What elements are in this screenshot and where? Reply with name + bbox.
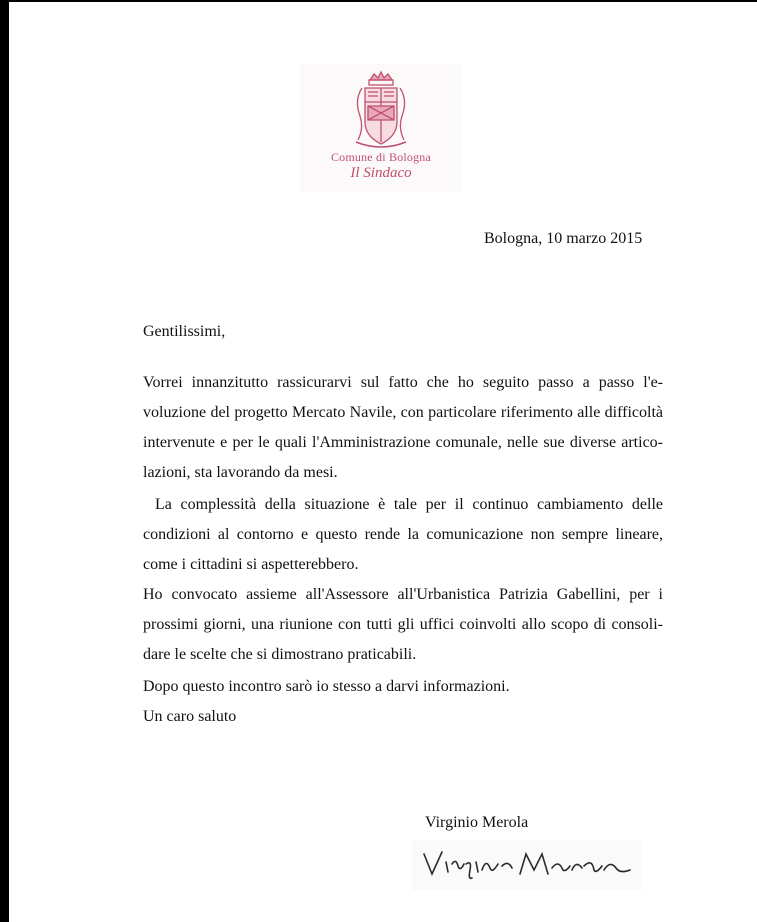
page-border-left bbox=[0, 0, 9, 922]
closing-line-2: Un caro saluto bbox=[143, 708, 237, 725]
letter-greeting: Gentilissimi, bbox=[143, 323, 226, 340]
signer-name: Virginio Merola bbox=[425, 814, 529, 831]
letterhead-role: Il Sindaco bbox=[350, 165, 412, 181]
handwritten-signature bbox=[412, 840, 642, 890]
coat-of-arms-icon bbox=[350, 70, 412, 152]
paragraph-3-text: Ho convocato assieme all'Assessore all'Urbanistica Patrizia Gabellini, per i prossimi giorni, una riunione con tutti gli uffici coinvolti allo scopo di consoli- dare le scelte che si dimostrano praticabili. bbox=[143, 586, 663, 663]
letterhead-org-name: Comune di Bologna bbox=[330, 150, 432, 164]
letterhead bbox=[300, 64, 462, 192]
page-border-top bbox=[0, 0, 757, 2]
paragraph-3 bbox=[143, 580, 663, 670]
letter-date: Bologna, 10 marzo 2015 bbox=[484, 230, 643, 247]
signature-icon bbox=[412, 840, 642, 890]
closing-line-1: Dopo questo incontro sarò io stesso a darvi informazioni. bbox=[143, 678, 510, 695]
paragraph-2-text: La complessità della situazione è tale per il continuo cambiamento delle condizioni al contorno e questo rende la comunicazione non sempre lineare, come i cittadini si aspetterebbero. bbox=[143, 496, 663, 573]
paragraph-1-text: Vorrei innanzitutto rassicurarvi sul fatto che ho seguito passo a passo l'e- voluzione del progetto Mercato Navile, con particolare riferimento alle difficoltà intervenute e per le quali l'Amministrazione comunale, nelle sue diverse artico- lazioni, sta lavorando da mesi. bbox=[143, 374, 663, 481]
paragraph-2 bbox=[143, 490, 663, 580]
paragraph-1 bbox=[143, 368, 663, 488]
